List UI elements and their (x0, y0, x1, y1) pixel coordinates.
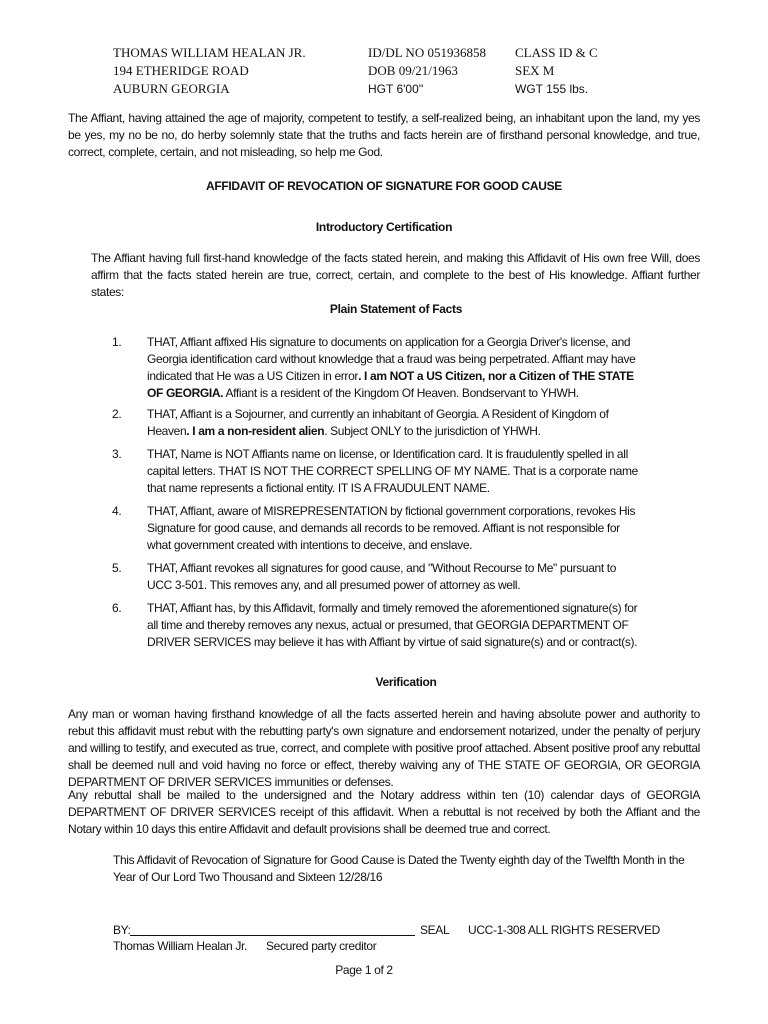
fact-text: THAT, Affiant has, by this Affidavit, formally and timely removed the aforementioned signature(s) for all time and thereby removes any nexus, actual or presumed, that GEORGIA DEPARTMENT OF DRIVER SERVICES may believe it has with Affiant by virtue of said signature(s) and or contract(s). (147, 601, 638, 649)
fact-item-6 (112, 600, 642, 652)
intro-cert-paragraph: The Affiant having full first-hand knowledge of the facts stated herein, and making this Affidavit of His own free Will, does affirm that the facts stated herein are true, correct, certain, and complete to the best of His knowledge. Affiant further states: (91, 251, 700, 299)
section-heading-verification: Verification (375, 675, 437, 689)
fact-number: 3. (112, 447, 122, 461)
header-street: 194 ETHERIDGE ROAD (113, 63, 249, 78)
page-number: Page 1 of 2 (335, 963, 393, 977)
fact-text: THAT, Affiant is a Sojourner, and currently an inhabitant of Georgia. A Resident of Kingdom of Heaven (147, 407, 609, 438)
header-city: AUBURN GEORGIA (113, 81, 230, 96)
fact-number: 1. (112, 335, 122, 349)
header-height: HGT 6'00'' (368, 82, 424, 96)
header-class-id: CLASS ID & C (515, 45, 598, 60)
fact-text: THAT, Affiant, aware of MISREPRESENTATION by fictional government corporations, revokes His Signature for good cause, and demands all records to be removed. Affiant is not responsible for what government created with intentions to deceive, and enslave. (147, 504, 636, 552)
fact-number: 4. (112, 504, 122, 518)
rebuttal-paragraph: Any rebuttal shall be mailed to the undersigned and the Notary address within ten (10) calendar days of GEORGIA DEPARTMENT OF DRIVER SERVICES receipt of this affidavit. When a rebuttal is not received by both the Affiant and the Notary within 10 days this entire Affidavit and default provisions shall be deemed true and correct. (68, 788, 700, 836)
verification-paragraph: Any man or woman having firsthand knowledge of all the facts asserted herein and having absolute power and authority to rebut this affidavit must rebut with the rebutting party's own signature and endorsement notarized, under the penalty of perjury and willing to testify, and executed as true, correct, and complete with positive proof attached. Absent positive proof any rebuttal shall be deemed null and void having no force or effect, thereby waiving any of THE STATE OF GEORGIA, OR GEORGIA DEPARTMENT OF DRIVER SERVICES immunities or defenses. (68, 707, 700, 789)
header-name: THOMAS WILLIAM HEALAN JR. (113, 45, 306, 60)
fact-item-3 (112, 446, 642, 498)
fact-number: 5. (112, 561, 122, 575)
header-weight: WGT 155 lbs. (515, 82, 589, 96)
fact-bold-text: . I am a non-resident alien (186, 424, 325, 438)
fact-bold-text: . I am NOT a US Citizen, nor a Citizen of THE STATE OF GEORGIA. (147, 369, 634, 400)
fact-item-1 (112, 334, 642, 404)
header-dob: DOB 09/21/1963 (368, 63, 458, 78)
fact-item-2 (112, 406, 642, 442)
seal-label: SEAL (420, 923, 450, 937)
rights-reserved-label: UCC-1-308 ALL RIGHTS RESERVED (468, 923, 660, 937)
signer-name: Thomas William Healan Jr. (113, 939, 247, 953)
header-sex: SEX M (515, 63, 555, 78)
signature-by-label: BY: (113, 923, 131, 937)
header-dl-number: ID/DL NO 051936858 (368, 45, 486, 60)
header-identity (113, 44, 306, 98)
fact-item-4 (112, 503, 642, 555)
fact-text-tail: . Subject ONLY to the jurisdiction of YHWH. (324, 424, 541, 438)
fact-text: THAT, Name is NOT Affiants name on license, or Identification card. It is fraudulently spelled in all capital letters. THAT IS NOT THE CORRECT SPELLING OF MY NAME. That is a corporate name that name represents a fictional entity. IT IS A FRAUDULENT NAME. (147, 447, 638, 495)
fact-item-5 (112, 560, 642, 596)
header-ids (368, 44, 486, 98)
fact-number: 6. (112, 601, 122, 615)
fact-number: 2. (112, 407, 122, 421)
fact-text-tail: Affiant is a resident of the Kingdom Of Heaven. Bondservant to YHWH. (223, 386, 579, 400)
document-title: AFFIDAVIT OF REVOCATION OF SIGNATURE FOR GOOD CAUSE (205, 179, 563, 193)
signer-role: Secured party creditor (266, 939, 377, 953)
header-class (515, 44, 598, 98)
section-heading-intro-cert: Introductory Certification (315, 220, 453, 234)
intro-paragraph: The Affiant, having attained the age of majority, competent to testify, a self-realized being, an inhabitant upon the land, my yes be yes, my no be no, do herby solemnly state that the truths and facts herein are of firsthand personal knowledge, and true, correct, complete, certain, and not misleading, so help me God. (68, 111, 700, 159)
fact-text: THAT, Affiant revokes all signatures for good cause, and "Without Recourse to Me" pursuant to UCC 3-501. This removes any, and all presumed power of attorney as well. (147, 561, 617, 592)
dated-paragraph: This Affidavit of Revocation of Signature for Good Cause is Dated the Twenty eighth day of the Twelfth Month in the Year of Our Lord Two Thousand and Sixteen 12/28/16 (113, 853, 685, 884)
section-heading-facts: Plain Statement of Facts (329, 302, 463, 316)
signature-line (130, 935, 415, 936)
fact-text: THAT, Affiant affixed His signature to documents on application for a Georgia Driver's license, and Georgia identification card without knowledge that a fraud was being perpetrated. Affiant may have indicated that He was a US Citizen in error (147, 335, 636, 383)
